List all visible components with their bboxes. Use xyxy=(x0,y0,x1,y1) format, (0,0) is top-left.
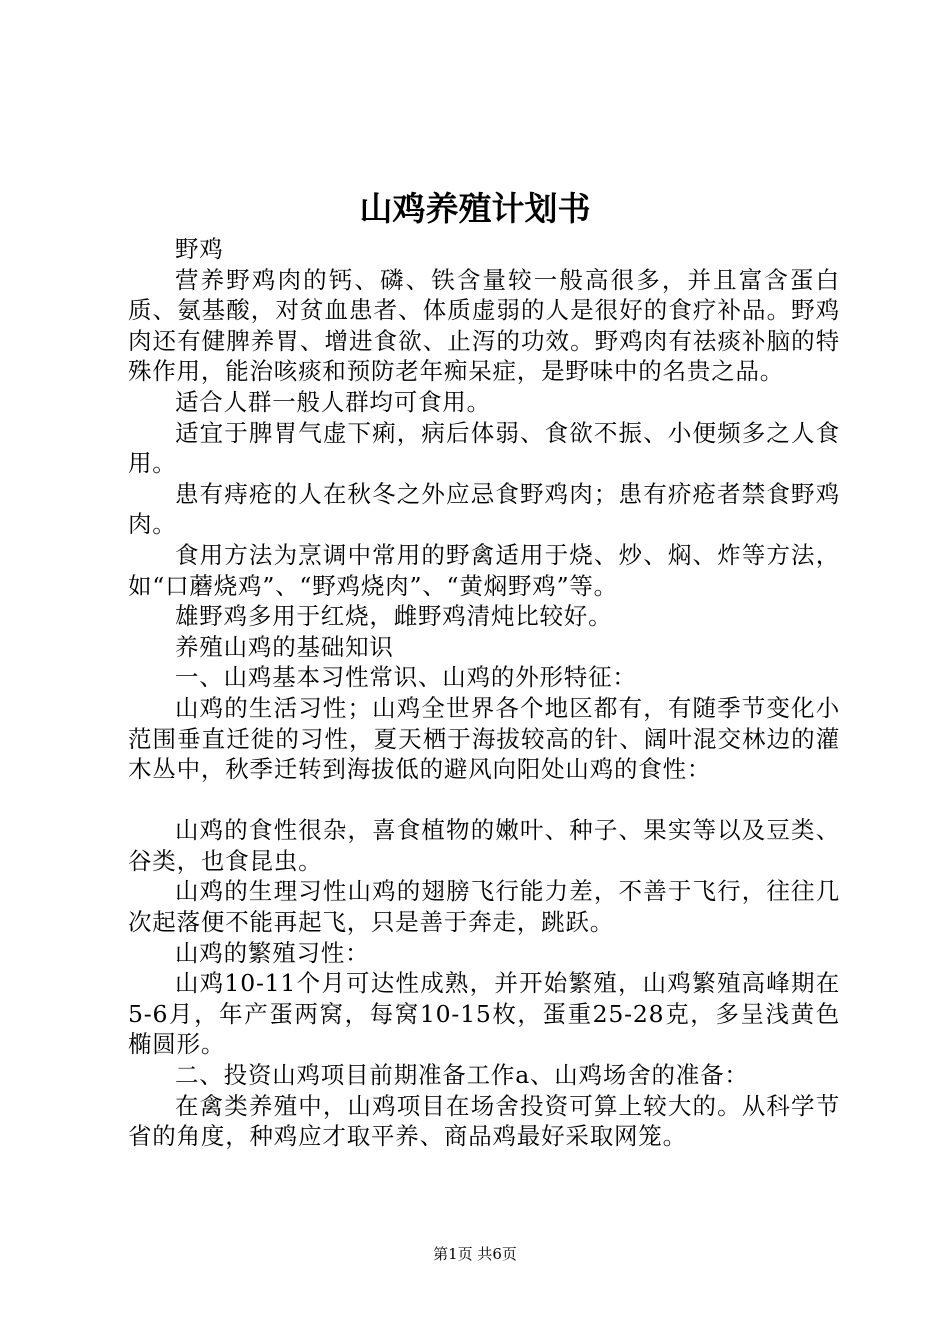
document-title: 山鸡养殖计划书 xyxy=(359,189,591,228)
paragraph: 食用方法为烹调中常用的野禽适用于烧、炒、焖、炸等方法，如“口蘑烧鸡”、“野鸡烧肉”、“黄焖野鸡”等。 xyxy=(128,540,840,600)
paragraph: 山鸡的食性很杂，喜食植物的嫩叶、种子、果实等以及豆类、谷类，也食昆虫。 xyxy=(128,816,840,875)
paragraph: 养殖山鸡的基础知识 xyxy=(175,632,394,661)
paragraph: 山鸡的生活习性；山鸡全世界各个地区都有，有随季节变化小范围垂直迁徙的习性，夏天栖于海拔较高的针、阔叶混交林边的灌木丛中，秋季迁转到海拔低的避风向阳处山鸡的食性： xyxy=(128,693,840,784)
blank-line xyxy=(128,785,840,816)
paragraph: 山鸡的生理习性山鸡的翅膀飞行能力差，不善于飞行，往往几次起落便不能再起飞，只是善于奔走，跳跃。 xyxy=(128,877,840,937)
paragraph: 患有痔疮的人在秋冬之外应忌食野鸡肉；患有疥疮者禁食野鸡肉。 xyxy=(128,479,840,539)
paragraph: 适宜于脾胃气虚下痢，病后体弱、食欲不振、小便频多之人食用。 xyxy=(128,418,840,478)
paragraph: 山鸡10-11个月可达性成熟，并开始繁殖，山鸡繁殖高峰期在5-6月，年产蛋两窝，每窝10-15枚，蛋重25-28克，多呈浅黄色椭圆形。 xyxy=(128,969,840,1059)
paragraph: 在禽类养殖中，山鸡项目在场舍投资可算上较大的。从科学节省的角度，种鸡应才取平养、商品鸡最好采取网笼。 xyxy=(128,1091,840,1151)
page-indicator: 第1页 共6页 xyxy=(433,1245,517,1263)
document-body xyxy=(128,234,840,1152)
paragraph: 营养野鸡肉的钙、磷、铁含量较一般高很多，并且富含蛋白质、氨基酸，对贫血患者、体质虚弱的人是很好的食疗补品。野鸡肉还有健脾养胃、增进食欲、止泻的功效。野鸡肉有祛痰补脑的特殊作用，能治咳痰和预防老年痴呆症，是野味中的名贵之品。 xyxy=(128,265,840,386)
paragraph: 一、山鸡基本习性常识、山鸡的外形特征： xyxy=(175,663,637,692)
paragraph: 野鸡 xyxy=(175,235,224,263)
paragraph: 二、投资山鸡项目前期准备工作a、山鸡场舍的准备： xyxy=(175,1061,749,1090)
paragraph: 适合人群一般人群均可食用。 xyxy=(175,387,491,416)
paragraph: 雄野鸡多用于红烧，雌野鸡清炖比较好。 xyxy=(175,602,613,631)
paragraph: 山鸡的繁殖习性： xyxy=(175,938,370,967)
